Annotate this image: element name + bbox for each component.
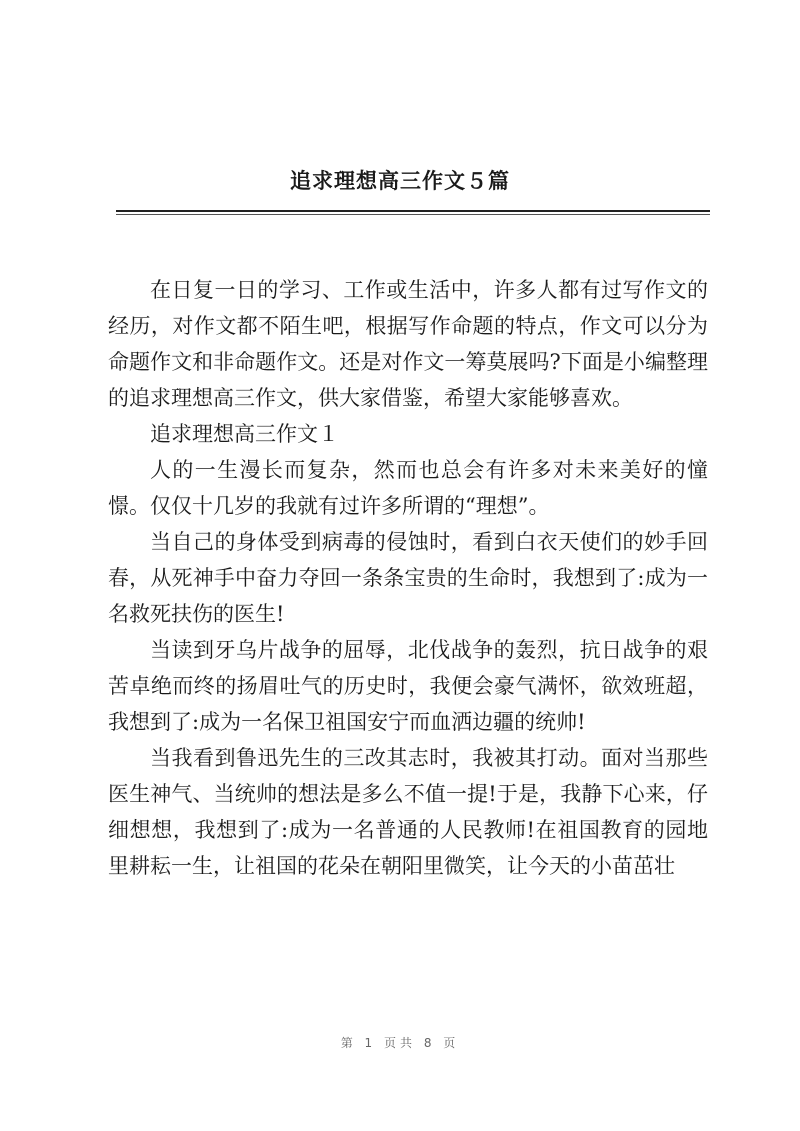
page-footer: 第 1 页共 8 页 <box>340 1036 460 1050</box>
body-paragraph: 当我看到鲁迅先生的三改其志时，我被其打动。面对当那些医生神气、当统帅的想法是多么不值一提!于是，我静下心来，仔细想想，我想到了:成为一名普通的人民教师!在祖国教育的园地里耕耘一生，让祖国的花朵在朝阳里微笑，让今天的小苗茁壮 <box>108 746 708 878</box>
essay-heading: 追求理想高三作文１ <box>150 422 339 446</box>
body-paragraph: 当读到牙乌片战争的屈辱，北伐战争的轰烈，抗日战争的艰苦卓绝而终的扬眉吐气的历史时，我便会豪气满怀，欲效班超，我想到了:成为一名保卫祖国安宁而血洒边疆的统帅! <box>108 638 708 734</box>
intro-paragraph: 在日复一日的学习、工作或生活中，许多人都有过写作文的经历，对作文都不陌生吧，根据写作命题的特点，作文可以分为命题作文和非命题作文。还是对作文一筹莫展吗?下面是小编整理的追求理想高三作文，供大家借鉴，希望大家能够喜欢。 <box>108 278 708 410</box>
body-paragraph: 人的一生漫长而复杂，然而也总会有许多对未来美好的憧憬。仅仅十几岁的我就有过许多所谓的“理想”。 <box>108 458 708 518</box>
document-body <box>108 272 708 884</box>
page-title: 追求理想高三作文５篇 <box>290 168 510 193</box>
title-divider <box>116 210 710 212</box>
title-divider-thin <box>116 214 710 215</box>
body-paragraph: 当自己的身体受到病毒的侵蚀时，看到白衣天使们的妙手回春，从死神手中奋力夺回一条条宝贵的生命时，我想到了:成为一名救死扶伤的医生! <box>108 530 708 626</box>
